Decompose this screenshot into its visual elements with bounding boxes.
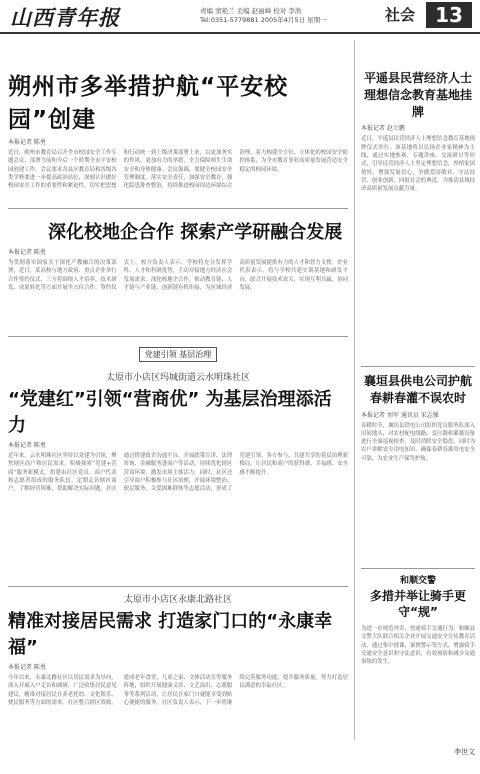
column-tag: 党建引领 基层治理 [139,347,218,362]
contact-date-line: Tel:0351-5779881 2005年4月5日 星期一 [200,16,327,24]
page-header [0,0,480,34]
editor-line: 责编 窦艳兰 美编 赵丽峰 校对 李浩 [200,7,302,15]
fourth-body: 今年以来，永康北路社区以居民需求为导向，深入开展入户走访和调研，广泛收集居民意见建议，精准对接居民在养老托幼、文化娱乐、便民服务等方面的需求。社区整合辖区资源，建成老年食堂、儿童之家、文体活动室等服务阵地，组织开展健康义诊、文艺演出、志愿服务等系列活动，让居民在家门口就能享受到贴心便捷的服务。社区负责人表示，下一步将继续完善服务功能，提升服务质量，努力打造居民满意的幸福社区。 [8,675,348,706]
second-byline: 本报记者 陈勇 [8,249,46,256]
second-headline: 深化校地企合作 探索产学研融合发展 [48,222,343,243]
side3-kicker: 和顺交警 [399,576,436,586]
section-name: 社会 [385,6,416,24]
fourth-article [8,592,348,774]
fourth-headline: 精准对接居民需求 打造家门口的“永康幸福” [8,611,333,658]
third-headline: “党建红”引领“营商优” 为基层治理添活力 [8,389,332,436]
side-column [354,40,475,757]
lead-article [8,68,348,219]
lead-body: 近日，朔州市教育局召开全市校园安全工作专题会议，部署当前和今后一个时期全市平安校园创建工作。会议要求各县区教育局和各级各类学校要进一步提高政治站位，深刻认识做好校园安全工作的重要性和紧迫性，切实把思想和行动统一到上级决策部署上来，以更加务实的作风、更加有力的举措，全力保障师生生命安全和身体健康。会议强调，要健全校园安全管理制度，落实安全责任，加强安全教育，强化隐患排查整治，持续推进校园周边环境综合治理，着力构建全方位、立体化的校园安全防控体系，为全市教育事业高质量发展营造安全稳定的校园环境。 [8,150,348,190]
side-article-1 [361,70,475,363]
side2-body: 春耕时节，襄垣县供电公司组织党员服务队深入田间地头，对农村配电线路、变压器和灌溉设备进行全面巡视检查，及时消除安全隐患，同时为农户讲解安全用电知识，确保春耕春灌用电安全可靠，为农业生产保驾护航。 [361,422,475,462]
side-article-2 [361,366,475,572]
side-article-3 [361,568,475,757]
lead-headline: 朔州市多举措护航“平安校园”创建 [8,74,289,133]
side3-body: 为进一步规范外卖、快递骑手交通行为，和顺县交警大队联合相关企业开展交通安全宣传教育活动，通过集中授课、案例警示等方式，增强骑手交通安全意识和守法意识，有效预防和减少交通事故的发生。 [361,626,475,666]
divider [8,586,348,587]
third-kicker: 太原市小店区玛城街道云水明珠社区 [105,373,250,383]
divider [8,208,348,209]
side3-headline: 多措并举让骑手更守“规” [369,588,466,620]
side2-headline: 襄垣县供电公司护航春耕春灌不误农时 [363,374,472,405]
divider [8,336,348,337]
side1-body: 近日，平遥县民营经济人士理想信念教育基地揭牌仪式举行。该基地将以弘扬企业家精神为主线，通过实地参观、专题讲座、交流研讨等形式，引导民营经济人士坚定理想信念，厚植家国情怀，增强发展信心，争做爱国敬业、守法经营、创业创新、回报社会的典范，为推动县域经济高质量发展贡献力量。 [361,136,475,193]
page-number: 13 [426,2,472,28]
second-article [8,218,348,335]
side1-byline: 本报记者 赵立鹏 [361,125,405,133]
third-body: 近年来，云水明珠社区坚持以党建为引领，聚焦辖区商户和居民需求，积极探索“党建+营商”服务新模式，组建由社区党员、商户代表和志愿者组成的服务队伍，定期走访辖区商户，了解经营困难，帮助解决实际问题。社区通过搭建政企沟通平台，开展政策宣讲、法律咨询、金融服务进商户等活动，持续优化辖区营商环境，激发市场主体活力。同时，社区还引导商户积极参与社区治理，开展环境整治、便民服务、关爱困难群体等志愿活动，形成了党建引领、多方参与、共建共享的基层治理新格局，让居民和商户的获得感、幸福感、安全感不断提升。 [8,453,348,493]
masthead: 山西青年报 [10,5,120,30]
side2-byline: 本报记者 刘军 通讯员 宋志强 [361,411,439,419]
side1-headline: 平遥县民营经济人士理想信念教育基地挂牌 [363,71,472,119]
fourth-byline: 本报记者 陈勇 [8,664,46,671]
fourth-kicker: 太原市小店区永康北路社区 [123,595,232,605]
third-byline: 本报记者 陈勇 [8,442,46,449]
second-body: 为贯彻落实国家关于深化产教融合的决策部署，近日，某高校与地方政府、重点企业举行合作签约仪式，三方将围绕人才培养、技术研发、成果转化等方面开展全方位合作。签约仪式上，校方负责人表示，学校将充分发挥学科、人才和科研优势，主动对接地方经济社会发展需求，深化校地企合作，推动教育链、人才链与产业链、创新链有机衔接，为区域经济高质量发展提供有力的人才和智力支撑。企业代表表示，将与学校共建实训基地和研发平台，联合开展技术攻关，实现互利共赢、协同发展。 [8,260,348,291]
side3-author: 李世文 [454,748,475,757]
main-column [8,40,348,740]
third-article [8,342,348,616]
lead-byline: 本报记者 陈勇 [8,139,46,146]
